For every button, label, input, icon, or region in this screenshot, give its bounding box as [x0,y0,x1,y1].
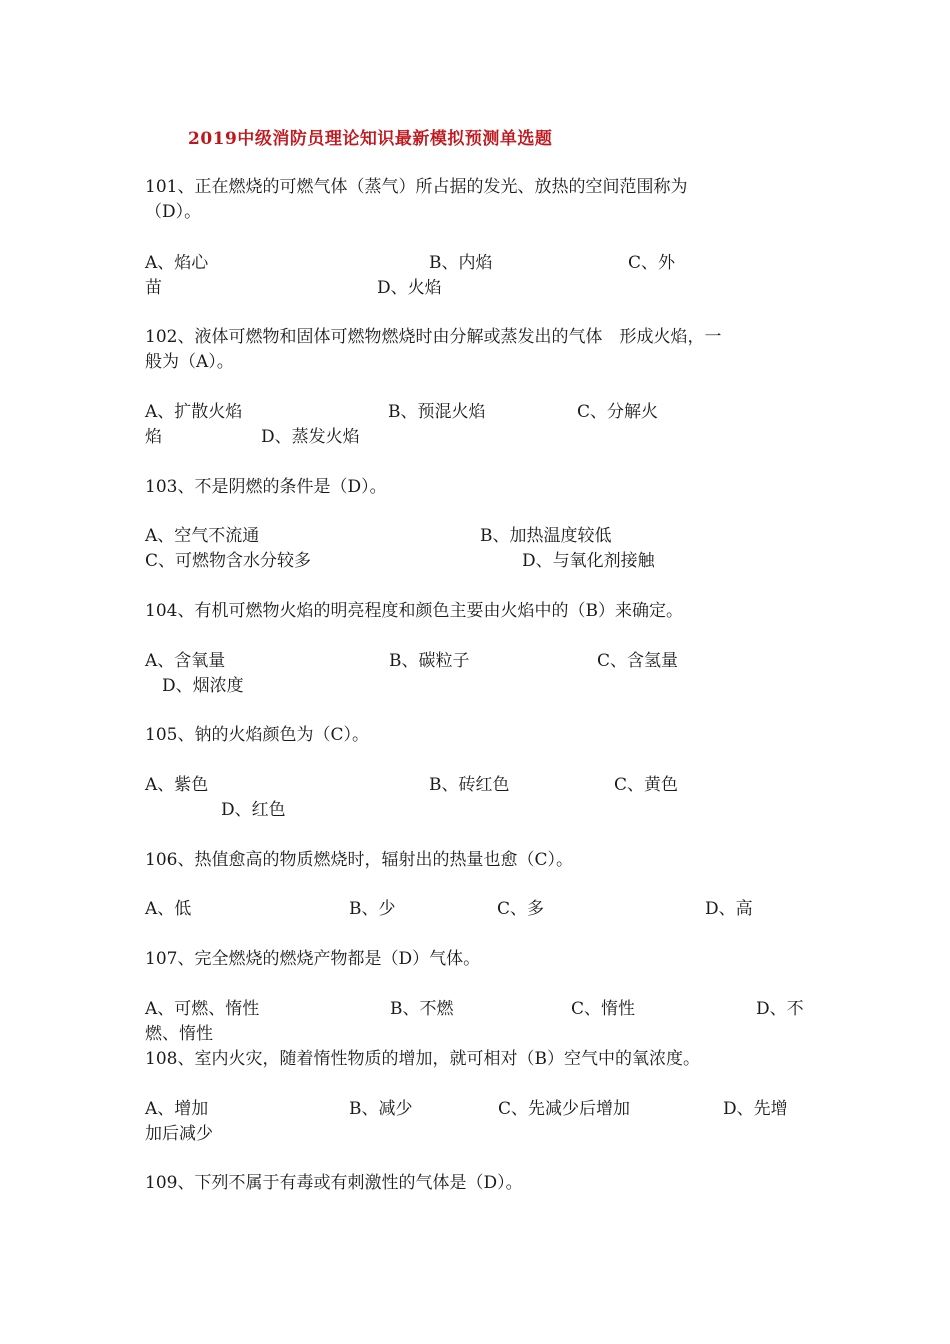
question-102-stem-line-2: 般为（A）。 [145,352,234,372]
question-106-stem: 106、热值愈高的物质燃烧时，辐射出的热量也愈（C）。 [145,850,573,870]
question-101-stem-line-2: （D）。 [145,202,202,222]
question-107-option-d: D、不 [756,999,804,1019]
question-104-stem: 104、有机可燃物火焰的明亮程度和颜色主要由火焰中的（B）来确定。 [145,601,683,621]
question-102-option-c-cont: 焰 [145,427,162,447]
question-107-option-c: C、惰性 [571,999,636,1019]
question-103-option-b: B、加热温度较低 [480,526,612,546]
question-102-option-d: D、蒸发火焰 [261,427,360,447]
question-103-option-d: D、与氧化剂接触 [522,551,655,571]
question-108-option-d: D、先增 [723,1099,788,1119]
question-107-stem: 107、完全燃烧的燃烧产物都是（D）气体。 [145,949,481,969]
question-102-option-c: C、分解火 [577,402,659,422]
question-108-option-b: B、减少 [349,1099,413,1119]
question-107-option-d-cont: 燃、惰性 [145,1024,213,1044]
question-101-stem-line-1: 101、正在燃烧的可燃气体（蒸气）所占据的发光、放热的空间范围称为 [145,177,688,197]
question-108-stem: 108、室内火灾，随着惰性物质的增加，就可相对（B）空气中的氧浓度。 [145,1049,700,1069]
question-105-option-a: A、紫色 [145,775,209,795]
question-103-option-c: C、可燃物含水分较多 [145,551,312,571]
question-105-option-d: D、红色 [221,800,286,820]
question-104-option-b: B、碳粒子 [389,651,470,671]
question-105-stem: 105、钠的火焰颜色为（C）。 [145,725,369,745]
question-103-stem: 103、不是阴燃的条件是（D）。 [145,477,387,497]
question-101-option-b: B、内焰 [429,253,493,273]
question-101-option-c-cont: 苗 [145,278,162,298]
question-103-option-a: A、空气不流通 [145,526,260,546]
question-109-stem: 109、下列不属于有毒或有刺激性的气体是（D）。 [145,1173,523,1193]
question-107-option-b: B、不燃 [390,999,454,1019]
question-104-option-c: C、含氢量 [597,651,679,671]
question-101-option-c: C、外 [628,253,676,273]
question-106-option-b: B、少 [349,899,396,919]
question-106-option-a: A、低 [145,899,192,919]
question-101-option-a: A、焰心 [145,253,209,273]
question-101-option-d: D、火焰 [377,278,442,298]
question-108-option-c: C、先减少后增加 [498,1099,631,1119]
question-105-option-b: B、砖红色 [429,775,510,795]
question-107-option-a: A、可燃、惰性 [145,999,260,1019]
question-108-option-a: A、增加 [145,1099,209,1119]
question-104-option-d: D、烟浓度 [162,676,244,696]
question-102-stem-line-1: 102、液体可燃物和固体可燃物燃烧时由分解或蒸发出的气体 形成火焰，一 [145,327,722,347]
question-104-option-a: A、含氧量 [145,651,226,671]
question-106-option-d: D、高 [705,899,753,919]
question-106-option-c: C、多 [497,899,545,919]
question-102-option-a: A、扩散火焰 [145,402,243,422]
question-105-option-c: C、黄色 [614,775,679,795]
question-108-option-d-cont: 加后减少 [145,1124,213,1144]
question-102-option-b: B、预混火焰 [388,402,486,422]
document-title: 2019中级消防员理论知识最新模拟预测单选题 [188,129,553,149]
